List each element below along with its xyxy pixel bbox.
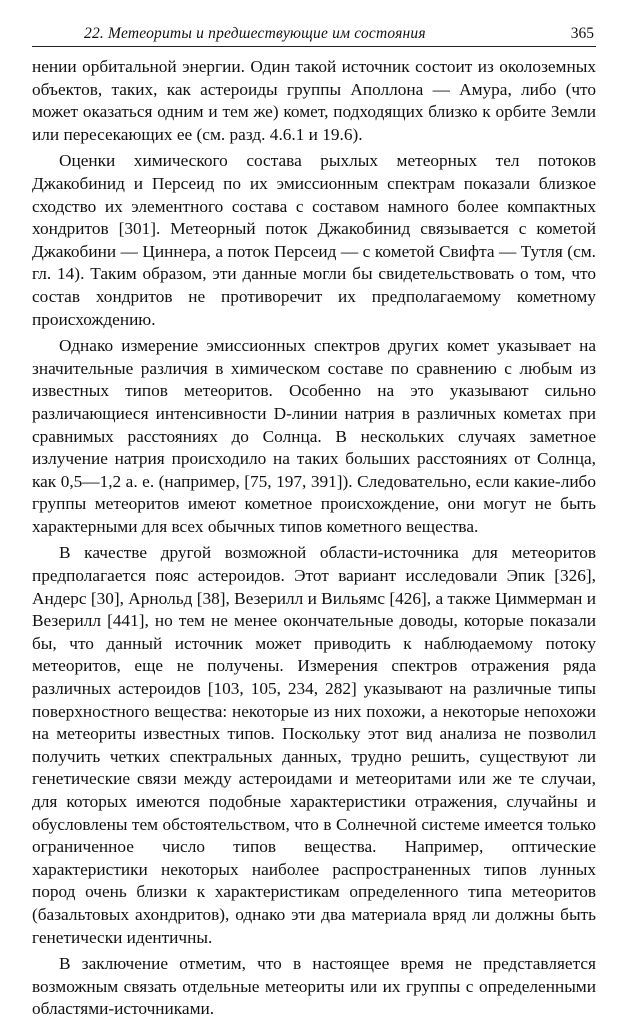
book-page xyxy=(32,22,596,1025)
body-text xyxy=(32,56,596,1021)
page-number: 365 xyxy=(570,25,594,42)
running-header xyxy=(32,22,596,47)
paragraph-3: Однако измерение эмиссионных спектров других комет указывает на значительные различия в химическом составе по сравнению с любым из известных типов метеоритов. Особенно на это указывают сильно различающиеся интенсивности D-линии натрия в различных кометах при сравнимых расстояниях до Солнца. В нескольких случаях заметное излучение натрия происходило на таких больших расстояниях от Солнца, как 0,5—1,2 а. е. (например, [75, 197, 391]). Следовательно, если какие-либо группы метеоритов имеют кометное происхождение, они могут не быть характерными для всех обычных типов кометного вещества. xyxy=(32,336,596,536)
chapter-title: 22. Метеориты и предшествующие им состояния xyxy=(84,25,426,42)
paragraph-4: В качестве другой возможной области-источника для метеоритов предполагается пояс астероидов. Этот вариант исследовали Эпик [326], Андерс [30], Арнольд [38], Везерилл и Вильямс [426], а также Циммерман и Везерилл [441], но тем не менее окончательные доводы, которые показали бы, что данный источник может приводить к наблюдаемому потоку метеоритов, еще не получены. Измерения спектров отражения ряда различных астероидов [103, 105, 234, 282] указывают на различные типы поверхностного вещества: некоторые из них похожи, а некоторые непохожи на метеориты известных типов. Поскольку этот вид анализа не позволил получить четких спектральных данных, трудно решить, существуют ли генетические связи между астероидами и метеоритами или же те случаи, для которых имеются подобные характеристики отражения, случайны и обусловлены тем обстоятельством, что в Солнечной системе имеется только ограниченное число типов вещества. Например, оптические характеристики некоторых наиболее распространенных типов лунных пород очень близки к характеристикам определенного типа метеоритов (базальтовых ахондритов), однако эти два материала вряд ли должны быть генетически идентичны. xyxy=(32,543,596,947)
paragraph-5: В заключение отметим, что в настоящее время не представляется возможным связать отдельные метеориты или их группы с определенными областями-источниками. xyxy=(32,954,596,1019)
paragraph-2: Оценки химического состава рыхлых метеорных тел потоков Джакобинид и Персеид по их эмиссионным спектрам показали близкое сходство их элементного состава с составом намного более компактных хондритов [301]. Метеорный поток Джакобинид связывается с кометой Джакобини — Циннера, а поток Персеид — с кометой Свифта — Тутля (см. гл. 14). Таким образом, эти данные могли бы свидетельствовать о том, что состав хондритов не противоречит их предполагаемому кометному происхождению. xyxy=(32,151,596,329)
paragraph-1: нении орбитальной энергии. Один такой источник состоит из околоземных объектов, таких, как астероиды группы Аполлона — Амура, либо (что может оказаться одним и тем же) комет, подходящих близко к орбите Земли или пересекающих ее (см. разд. 4.6.1 и 19.6). xyxy=(32,57,596,144)
